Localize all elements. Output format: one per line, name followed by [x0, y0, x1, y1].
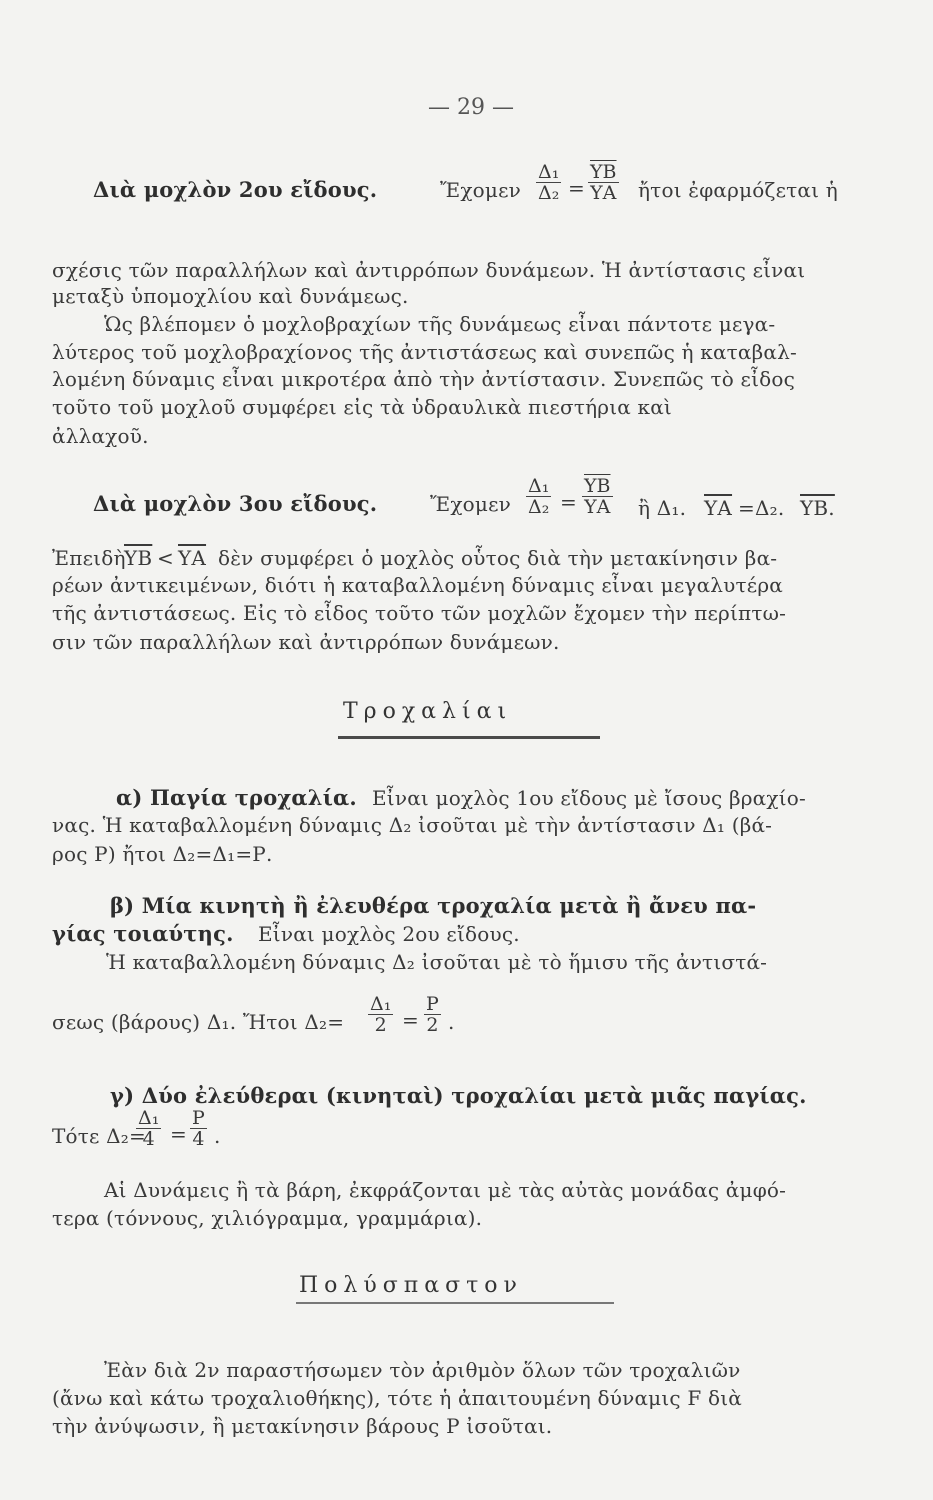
text-line: δὲν συμφέρει ὁ μοχλὸς οὗτος διὰ τὴν μετακίνησιν βα- [218, 546, 778, 570]
section-heading-lever-2: Διὰ μοχλὸν 2ου εἴδους. [93, 177, 378, 202]
section-title-block-and-tackle: Πολύσπαστον [299, 1273, 523, 1298]
text-line: ρέων ἀντικειμένων, διότι ἡ καταβαλλομένη δύναμις εἶναι μεγαλυτέρα [52, 573, 784, 597]
fraction-yb-ya: $\frac{\overline{\Upsilon B}}{\Upsilon A}$ [584, 475, 611, 518]
subsection-fixed-pulley: α) Παγία τροχαλία. [116, 785, 357, 810]
fraction-p-4: $\frac{P}{4}$ [192, 1107, 205, 1150]
text-line: σεως (βάρους) Δ₁. Ἤτοι Δ₂= [52, 1010, 345, 1034]
fraction-p-2: $\frac{P}{2}$ [426, 993, 439, 1036]
text-line: νας. Ἡ καταβαλλομένη δύναμις Δ₂ ἰσοῦται μὲ τὴν ἀντίστασιν Δ₁ (βά- [52, 813, 773, 837]
segment-yb: ΥΒ. [800, 496, 835, 520]
section-title-pulleys: Τροχαλίαι [343, 699, 513, 724]
equals-sign: = [568, 176, 585, 200]
text-line: Ἔχομεν [440, 178, 522, 202]
equals-sign: = [402, 1008, 419, 1032]
text-line: Ἔχομεν [430, 492, 512, 516]
section-heading-lever-3: Διὰ μοχλὸν 3ου εἴδους. [93, 491, 378, 516]
text-line: σιν τῶν παραλλήλων καὶ ἀντιρρόπων δυνάμεων. [52, 630, 560, 654]
text-line: Τότε Δ₂= [52, 1124, 146, 1148]
period: . [448, 1010, 455, 1034]
text-line: τοῦτο τοῦ μοχλοῦ συμφέρει εἰς τὰ ὑδραυλικὰ πιεστήρια καὶ [52, 395, 672, 419]
text-line: ἀλλαχοῦ. [52, 424, 149, 448]
segment-yb: $\overline{\Upsilon B}$ [124, 546, 153, 570]
fraction-yb-ya: $\frac{\overline{\Upsilon B}}{\Upsilon A}$ [590, 161, 617, 204]
equals-sign: = [170, 1122, 187, 1146]
underline-rule [296, 1302, 614, 1304]
text-line: Εἶναι μοχλὸς 2ου εἴδους. [258, 922, 520, 946]
text-line: Εἶναι μοχλὸς 1ου εἴδους μὲ ἴσους βραχίο- [372, 786, 806, 810]
less-than-sign: < [157, 546, 174, 570]
segment-ya: $\overline{\Upsilon A}$ [178, 546, 207, 570]
text-line: σχέσις τῶν παραλλήλων καὶ ἀντιρρόπων δυνάμεων. Ἡ ἀντίστασις εἶναι [52, 258, 806, 282]
text-line: τερα (τόννους, χιλιόγραμμα, γραμμάρια). [52, 1206, 483, 1230]
fraction-d1-2: $\frac{\text{Δ₁}}{2}$ [370, 993, 392, 1036]
fraction-d1-4: $\frac{\text{Δ₁}}{4}$ [138, 1107, 160, 1150]
fraction-d1-d2: $\frac{\text{Δ₁}}{\text{Δ₂}}$ [538, 161, 560, 204]
underline-rule [338, 736, 600, 739]
text-line: Ἐπειδὴ [52, 546, 126, 570]
segment-ya: $\overline{\Upsilon A}$ [704, 496, 733, 520]
text-line: μεταξὺ ὑπομοχλίου καὶ δυνάμεως. [52, 284, 409, 308]
subsection-movable-pulley-cont: γίας τοιαύτης. [52, 921, 234, 946]
subsection-movable-pulley: β) Μία κινητὴ ἢ ἐλευθέρα τροχαλία μετὰ ἢ ἄνευ πα- [110, 893, 757, 918]
text-line: Ἐὰν διὰ 2ν παραστήσωμεν τὸν ἀριθμὸν ὅλων τῶν τροχαλιῶν [104, 1358, 741, 1382]
text-line: ἢ Δ₁. [638, 496, 687, 520]
text-line: Αἱ Δυνάμεις ἢ τὰ βάρη, ἐκφράζονται μὲ τὰς αὐτὰς μονάδας ἀμφό- [104, 1178, 787, 1202]
subsection-two-pulleys: γ) Δύο ἐλεύθεραι (κινηταὶ) τροχαλίαι μετὰ μιᾶς παγίας. [110, 1083, 807, 1108]
page-number: — 29 — [428, 95, 514, 120]
text-line: Ὡς βλέπομεν ὁ μοχλοβραχίων τῆς δυνάμεως εἶναι πάντοτε μεγα- [104, 312, 776, 336]
fraction-d1-d2: $\frac{\text{Δ₁}}{\text{Δ₂}}$ [528, 475, 550, 518]
text-line: λομένη δύναμις εἶναι μικροτέρα ἀπὸ τὴν ἀντίστασιν. Συνεπῶς τὸ εἶδος [52, 367, 796, 391]
text-line: =Δ₂. [738, 496, 785, 520]
text-line: Ἡ καταβαλλομένη δύναμις Δ₂ ἰσοῦται μὲ τὸ ἥμισυ τῆς ἀντιστά- [106, 950, 768, 974]
period: . [214, 1124, 221, 1148]
text-line: ἤτοι ἐφαρμόζεται ἡ [638, 178, 838, 202]
text-line: τῆς ἀντιστάσεως. Εἰς τὸ εἶδος τοῦτο τῶν μοχλῶν ἔχομεν τὴν περίπτω- [52, 601, 787, 625]
text-line: (ἄνω καὶ κάτω τροχαλιοθήκης), τότε ἡ ἀπαιτουμένη δύναμις F διὰ [52, 1386, 742, 1410]
text-line: ρος Ρ) ἤτοι Δ₂=Δ₁=Ρ. [52, 842, 273, 866]
equals-sign: = [560, 490, 577, 514]
text-line: τὴν ἀνύψωσιν, ἢ μετακίνησιν βάρους Ρ ἰσοῦται. [52, 1414, 553, 1438]
text-line: λύτερος τοῦ μοχλοβραχίονος τῆς ἀντιστάσεως καὶ συνεπῶς ἡ καταβαλ- [52, 340, 797, 364]
